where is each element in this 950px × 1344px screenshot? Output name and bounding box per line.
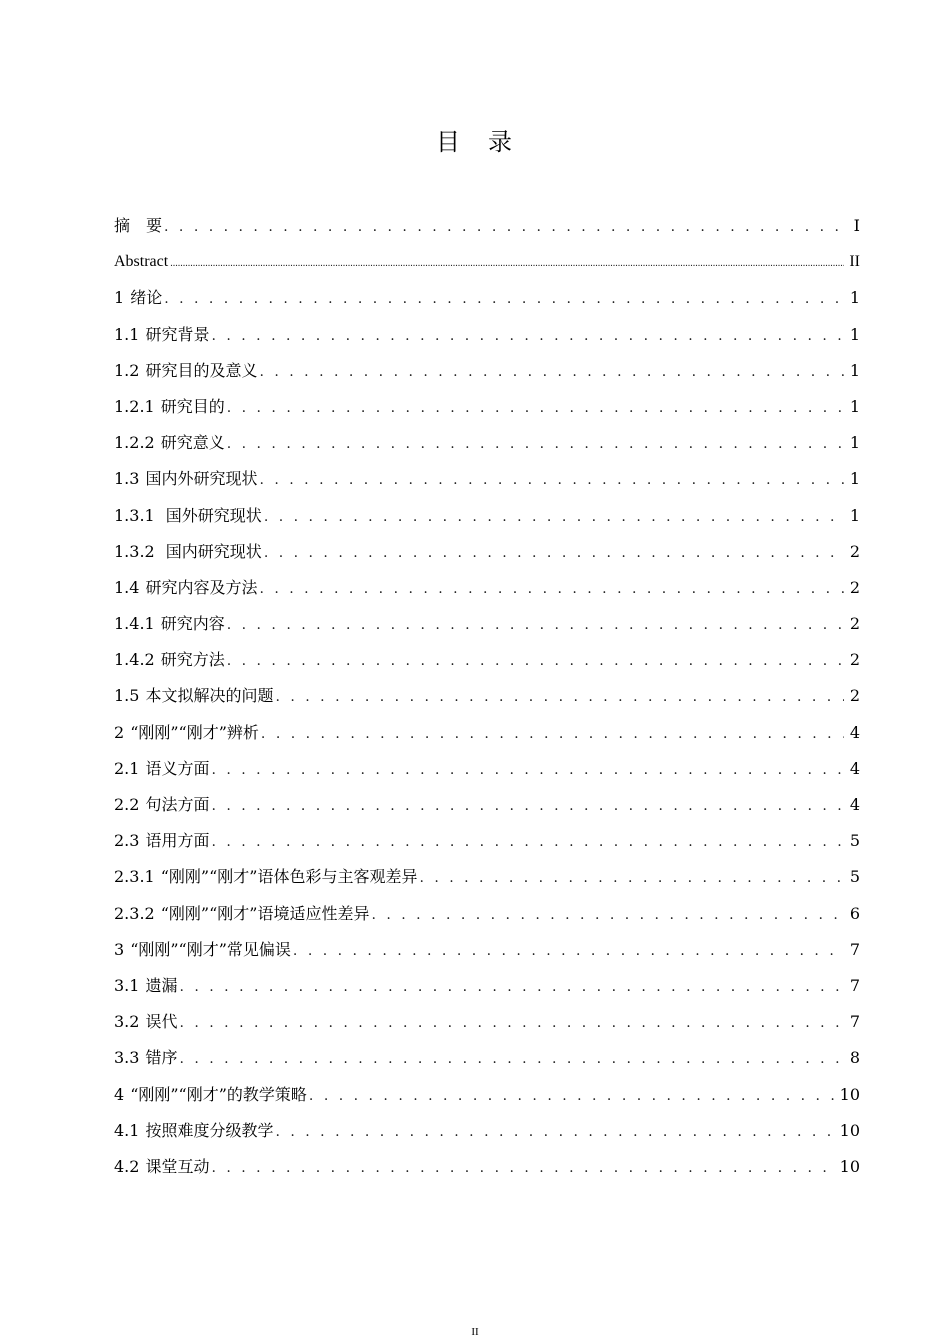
toc-page: 5 — [849, 831, 860, 851]
dot-leader — [170, 246, 844, 282]
toc-number: 2.3.1 — [114, 867, 155, 887]
toc-entry[interactable] — [114, 715, 860, 751]
toc-title: “刚刚”“刚才”语体色彩与主客观差异 — [160, 867, 418, 887]
toc-page: 2 — [849, 614, 860, 634]
toc-number: 1.1 — [114, 324, 140, 344]
toc-number: 1 — [114, 288, 125, 308]
toc-entry[interactable] — [114, 787, 860, 823]
toc-entry[interactable] — [114, 498, 860, 534]
toc-number: 3.2 — [114, 1012, 140, 1032]
toc-entry[interactable] — [114, 534, 860, 570]
dot-leader — [419, 860, 844, 896]
dot-leader — [259, 354, 844, 390]
toc-entry[interactable] — [114, 678, 860, 714]
toc-title: 研究内容 — [160, 614, 225, 634]
dot-leader — [371, 897, 844, 933]
dot-leader — [179, 969, 844, 1005]
toc-entry[interactable] — [114, 317, 860, 353]
toc-title: 国内外研究现状 — [145, 469, 258, 489]
dot-leader — [264, 499, 844, 535]
dot-leader — [211, 788, 844, 824]
toc-page: 1 — [849, 324, 860, 344]
dot-leader — [179, 1005, 844, 1041]
toc-number: 1.4.1 — [114, 614, 155, 634]
toc-page: 2 — [849, 577, 860, 597]
toc-number: 1.2.1 — [114, 396, 155, 416]
dot-leader — [179, 1041, 844, 1077]
toc-page: 2 — [849, 686, 860, 706]
toc-title: Abstract — [114, 253, 169, 271]
toc-entry[interactable] — [114, 1077, 860, 1113]
toc-number: 1.3.2 — [114, 541, 155, 561]
dot-leader — [309, 1078, 838, 1114]
toc-entry[interactable] — [114, 932, 860, 968]
toc-page: 10 — [839, 1156, 860, 1176]
dot-leader — [227, 607, 844, 643]
toc-page: 7 — [849, 975, 860, 995]
dot-leader — [164, 281, 844, 317]
toc-title: “刚刚”“刚才”辨析 — [130, 722, 259, 742]
toc-page: 4 — [849, 795, 860, 814]
toc-page: 10 — [839, 1084, 860, 1104]
toc-page: 2 — [849, 541, 860, 561]
toc-entry[interactable] — [114, 244, 860, 280]
toc-number: 4 — [114, 1084, 125, 1104]
toc-entry[interactable] — [114, 1149, 860, 1185]
toc-page: II — [849, 253, 860, 271]
toc-page: 2 — [849, 650, 860, 670]
dot-leader — [259, 462, 844, 498]
page-title: 目 录 — [436, 128, 514, 156]
toc-number: 1.5 — [114, 686, 140, 706]
toc-title: 本文拟解决的问题 — [145, 686, 274, 706]
toc-number: 3.1 — [114, 975, 140, 995]
toc-number: 4.1 — [114, 1120, 140, 1140]
toc-entry[interactable] — [114, 642, 860, 678]
dot-leader — [211, 318, 844, 354]
toc-number: 2.3.2 — [114, 903, 155, 923]
toc-page: 1 — [849, 433, 860, 453]
toc-entry[interactable] — [114, 208, 860, 244]
toc-title: 课堂互动 — [145, 1156, 210, 1176]
toc-title: “刚刚”“刚才”语境适应性差异 — [160, 903, 370, 923]
toc-number: 3 — [114, 939, 125, 959]
toc-page: 4 — [849, 722, 860, 742]
toc-number: 1.3.1 — [114, 505, 155, 525]
dot-leader — [211, 1150, 837, 1186]
dot-leader — [164, 209, 844, 245]
toc-number: 2 — [114, 722, 125, 742]
toc-title: 研究方法 — [160, 650, 225, 670]
toc-page: 8 — [849, 1048, 860, 1068]
toc-number: 2.3 — [114, 831, 140, 851]
toc-entry[interactable] — [114, 823, 860, 859]
toc-entry[interactable] — [114, 461, 860, 497]
dot-leader — [211, 752, 844, 788]
toc-title: 研究目的及意义 — [145, 360, 258, 380]
toc-entry[interactable] — [114, 1040, 860, 1076]
toc-page: 1 — [849, 505, 860, 525]
toc-page: I — [853, 216, 860, 235]
toc-entry[interactable] — [114, 1113, 860, 1149]
toc-title: 摘 要 — [114, 216, 163, 235]
toc-title: 国外研究现状 — [160, 505, 262, 525]
dot-leader — [227, 390, 844, 426]
toc-number: 1.2.2 — [114, 433, 155, 453]
toc-page: 5 — [849, 867, 860, 887]
toc-page: 1 — [849, 469, 860, 489]
toc-title: 误代 — [145, 1012, 178, 1032]
toc-title: “刚刚”“刚才”常见偏误 — [130, 939, 291, 959]
toc-title: 语用方面 — [145, 831, 210, 851]
toc-number: 1.4.2 — [114, 650, 155, 670]
toc-number: 2.1 — [114, 758, 140, 778]
toc-entry[interactable] — [114, 606, 860, 642]
toc-entry[interactable] — [114, 751, 860, 787]
toc-title: 研究目的 — [160, 396, 225, 416]
toc-number: 2.2 — [114, 795, 140, 814]
toc-title: 错序 — [145, 1048, 178, 1068]
toc-page: 1 — [849, 396, 860, 416]
dot-leader — [261, 716, 844, 752]
toc-number: 4.2 — [114, 1156, 140, 1176]
toc-title: 国内研究现状 — [160, 541, 262, 561]
toc-entry[interactable] — [114, 968, 860, 1004]
toc-number: 1.3 — [114, 469, 140, 489]
toc-title: 按照难度分级教学 — [145, 1120, 274, 1140]
toc-page: 1 — [849, 288, 860, 308]
toc-number: 3.3 — [114, 1048, 140, 1068]
dot-leader — [275, 679, 844, 715]
toc-entry[interactable] — [114, 570, 860, 606]
toc-entry[interactable] — [114, 896, 860, 932]
toc-title: 绪论 — [130, 288, 163, 308]
toc-page: 4 — [849, 758, 860, 778]
toc-page: 6 — [849, 903, 860, 923]
toc-entry[interactable] — [114, 389, 860, 425]
toc-page: 1 — [849, 360, 860, 380]
table-of-contents — [114, 208, 860, 1185]
toc-title: “刚刚”“刚才”的教学策略 — [130, 1084, 307, 1104]
dot-leader — [293, 933, 844, 969]
toc-page: 10 — [839, 1120, 860, 1140]
toc-title: 遗漏 — [145, 975, 178, 995]
toc-title: 研究意义 — [160, 433, 225, 453]
toc-title: 研究内容及方法 — [145, 577, 258, 597]
toc-title: 研究背景 — [145, 324, 210, 344]
dot-leader — [211, 824, 844, 860]
toc-page: 7 — [849, 1012, 860, 1032]
page-number: II — [471, 1326, 479, 1338]
dot-leader — [227, 426, 844, 462]
dot-leader — [259, 571, 844, 607]
toc-title: 句法方面 — [145, 795, 210, 814]
toc-entry[interactable] — [114, 859, 860, 895]
toc-entry[interactable] — [114, 1004, 860, 1040]
toc-entry[interactable] — [114, 425, 860, 461]
toc-entry[interactable] — [114, 280, 860, 316]
toc-entry[interactable] — [114, 353, 860, 389]
toc-title: 语义方面 — [145, 758, 210, 778]
toc-number: 1.2 — [114, 360, 140, 380]
dot-leader — [227, 643, 844, 679]
toc-page: 7 — [849, 939, 860, 959]
toc-number: 1.4 — [114, 577, 140, 597]
dot-leader — [264, 535, 844, 571]
dot-leader — [275, 1114, 837, 1150]
